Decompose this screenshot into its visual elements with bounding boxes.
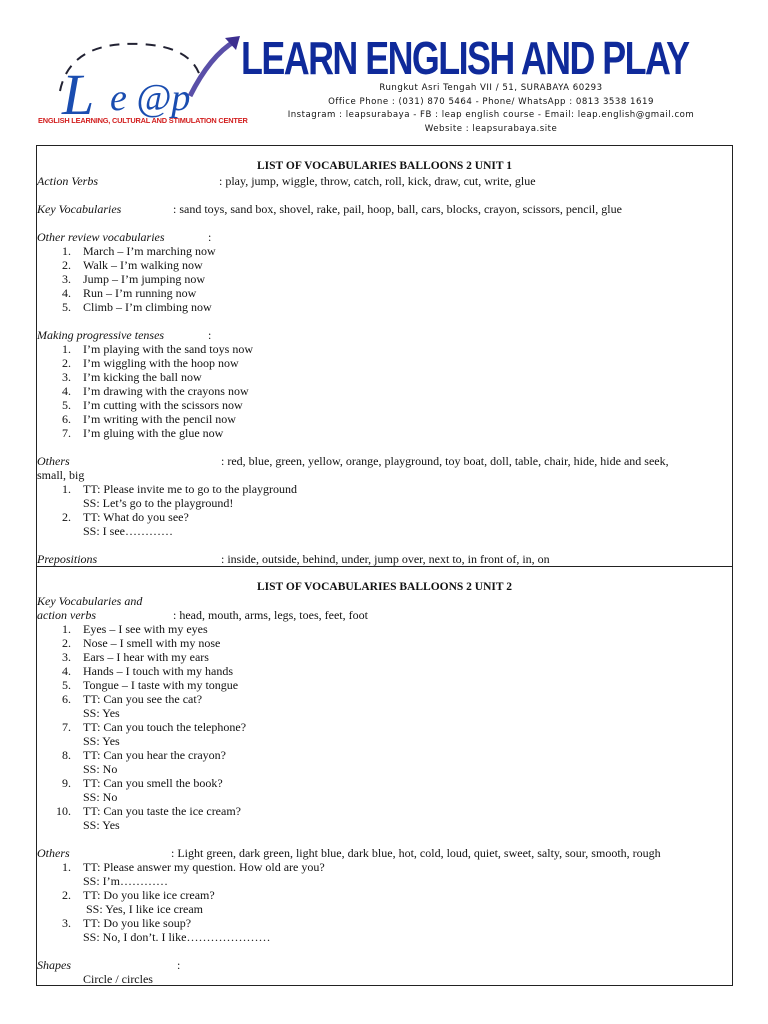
list-number: 2. [62,636,71,650]
value: : sand toys, sand box, shovel, rake, pail, hoop, ball, cars, blocks, crayon, scissors, pencil, glue [173,202,622,216]
list-number: 5. [62,398,71,412]
value: : [208,230,212,244]
phone: Office Phone : (031) 870 5464 - Phone/ WhatsApp : 0813 3538 1619 [328,96,654,107]
list-item: Tongue – I taste with my tongue [83,678,239,692]
brand-title: LEARN ENGLISH AND PLAY [241,32,689,84]
label: Prepositions [37,552,98,566]
student-line: SS: I’m………… [83,874,169,888]
tagline: ENGLISH LEARNING, CULTURAL AND STIMULATION CENTER [38,116,248,125]
list-item: March – I’m marching now [83,244,216,258]
student-line: SS: Yes [83,706,120,720]
list-number: 9. [62,776,71,790]
value: : [177,958,181,972]
list-item: Climb – I’m climbing now [83,300,212,314]
student-line: SS: Yes [83,818,120,832]
list-number: 2. [62,888,71,902]
label: Others [37,454,70,468]
list-item: Nose – I smell with my nose [83,636,221,650]
list-number: 6. [62,412,71,426]
student-line: SS: I see………… [83,524,173,538]
teacher-line: TT: Do you like ice cream? [83,888,215,902]
label: Others [37,846,70,860]
list-item: TT: Can you hear the crayon? [83,748,227,762]
vocabulary-table [36,145,733,986]
website: Website : leapsurabaya.site [424,123,558,134]
value-cont: small, big [37,468,85,482]
list-item: Eyes – I see with my eyes [83,622,208,636]
contact-info [256,82,726,136]
value: : inside, outside, behind, under, jump over, next to, in front of, in, on [221,552,550,566]
list-number: 3. [62,916,71,930]
list-number: 3. [62,650,71,664]
list-item: TT: Can you taste the ice cream? [83,804,241,818]
list-item: I’m cutting with the scissors now [83,398,243,412]
list-number: 7. [62,426,71,440]
student-line: SS: No, I don’t. I like………………… [83,930,271,944]
social: Instagram : leapsurabaya - FB : leap english course - Email: leap.english@gmail.com [287,110,695,120]
student-line: SS: Yes [83,734,120,748]
list-number: 4. [62,286,71,300]
list-item: Run – I’m running now [83,286,197,300]
student-line: SS: No [83,762,118,776]
list-number: 10. [56,804,71,818]
list-number: 1. [62,482,71,496]
list-item: I’m gluing with the glue now [83,426,224,440]
teacher-line: TT: What do you see? [83,510,189,524]
list-item: TT: Can you touch the telephone? [83,720,247,734]
list-item: Circle / circles [83,972,153,986]
list-number: 1. [62,342,71,356]
student-line: SS: No [83,790,118,804]
list-number: 2. [62,356,71,370]
label: Shapes [37,958,71,972]
label: Making progressive tenses [37,328,165,342]
list-number: 6. [62,692,71,706]
list-number: 4. [62,664,71,678]
teacher-line: TT: Do you like soup? [83,916,192,930]
list-item: Jump – I’m jumping now [83,272,205,286]
letterhead [36,30,736,134]
list-number: 8. [62,748,71,762]
label: action verbs [37,608,96,622]
label: Key Vocabularies and [37,594,143,608]
svg-text:e @p: e @p [110,77,191,119]
value: : head, mouth, arms, legs, toes, feet, foot [173,608,368,622]
unit-divider [37,566,732,567]
value: : [208,328,212,342]
list-number: 3. [62,272,71,286]
svg-text:L: L [62,62,95,126]
section-title: LIST OF VOCABULARIES BALLOONS 2 UNIT 2 [257,581,512,593]
list-number: 2. [62,510,71,524]
value: : play, jump, wiggle, throw, catch, roll, kick, draw, cut, write, glue [219,174,536,188]
list-item: TT: Can you see the cat? [83,692,203,706]
label: Other review vocabularies [37,230,165,244]
list-item: TT: Can you smell the book? [83,776,223,790]
list-number: 5. [62,678,71,692]
list-number: 1. [62,244,71,258]
address: Rungkut Asri Tengah VII / 51, SURABAYA 60293 [379,83,603,93]
value: : red, blue, green, yellow, orange, playground, toy boat, doll, table, chair, hide, hide and seek, [221,454,669,468]
student-line: SS: Let’s go to the playground! [83,496,234,510]
list-number: 1. [62,860,71,874]
label: Action Verbs [37,174,98,188]
list-number: 4. [62,384,71,398]
list-number: 1. [62,622,71,636]
label: Key Vocabularies [37,202,122,216]
list-number: 7. [62,720,71,734]
teacher-line: TT: Please answer my question. How old are you? [83,860,325,874]
list-item: I’m playing with the sand toys now [83,342,253,356]
value: : Light green, dark green, light blue, dark blue, hot, cold, loud, quiet, sweet, salty, sour, smooth, rough [171,846,661,860]
list-item: I’m kicking the ball now [83,370,202,384]
student-line: SS: Yes, I like ice cream [86,902,203,916]
list-number: 3. [62,370,71,384]
list-item: I’m drawing with the crayons now [83,384,249,398]
list-item: Hands – I touch with my hands [83,664,233,678]
teacher-line: TT: Please invite me to go to the playground [83,482,298,496]
list-item: I’m wiggling with the hoop now [83,356,239,370]
leap-logo [40,36,240,126]
list-item: I’m writing with the pencil now [83,412,236,426]
list-item: Ears – I hear with my ears [83,650,209,664]
list-number: 5. [62,300,71,314]
section-title: LIST OF VOCABULARIES BALLOONS 2 UNIT 1 [257,160,512,172]
list-item: Walk – I’m walking now [83,258,203,272]
list-number: 2. [62,258,71,272]
